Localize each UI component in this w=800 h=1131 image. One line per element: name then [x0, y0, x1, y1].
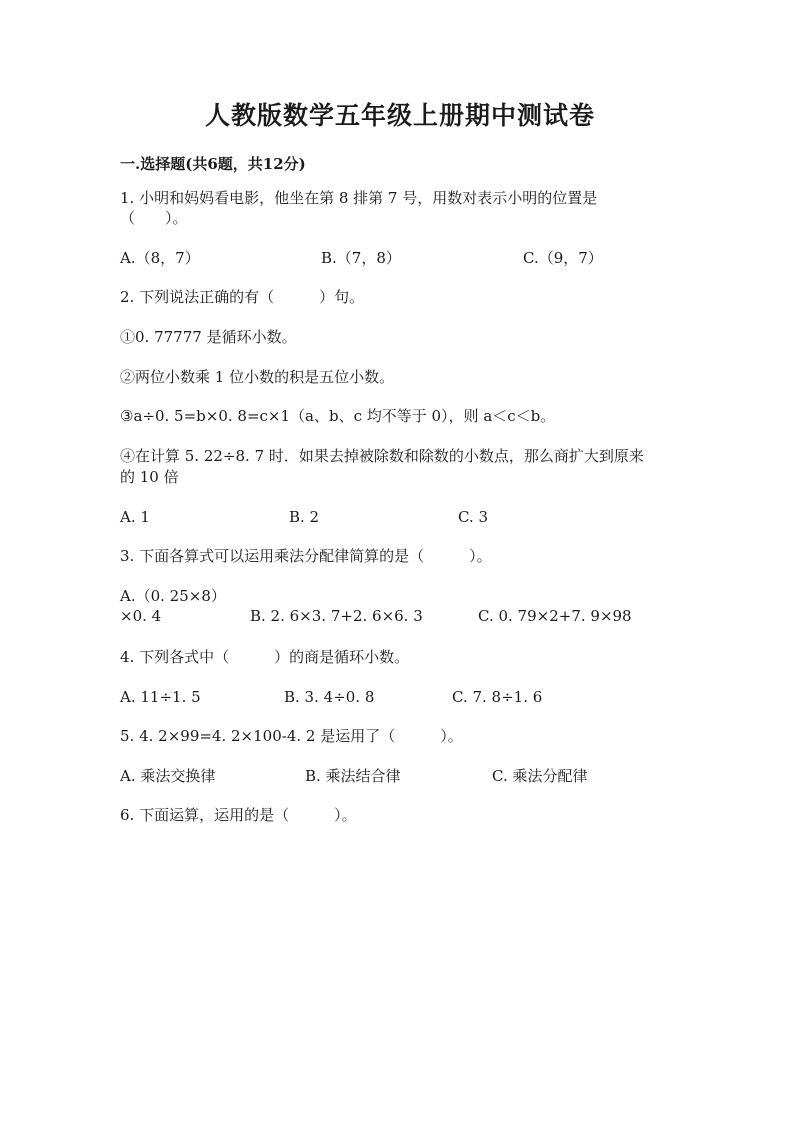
question-4-option-b: B. 3. 4÷0. 8 — [284, 688, 375, 706]
question-2-statement-3: ③a÷0. 5=b×0. 8=c×1（a、b、c 均不等于 0），则 a＜c＜b。 — [120, 407, 556, 425]
question-2-option-b: B. 2 — [289, 508, 320, 526]
question-1-stem-line1: 1. 小明和妈妈看电影，他坐在第 8 排第 7 号，用数对表示小明的位置是 — [120, 189, 598, 207]
question-5-stem: 5. 4. 2×99=4. 2×100-4. 2 是运用了（ ）。 — [120, 727, 463, 745]
question-2-option-a: A. 1 — [120, 508, 150, 526]
question-3-option-b: B. 2. 6×3. 7+2. 6×6. 3 — [250, 607, 423, 625]
question-5-option-a: A. 乘法交换律 — [120, 767, 216, 785]
question-6-stem: 6. 下面运算，运用的是（ ）。 — [120, 806, 357, 824]
question-2-option-c: C. 3 — [458, 508, 489, 526]
question-1-option-a: A.（8，7） — [120, 249, 200, 267]
question-4-stem: 4. 下列各式中（ ）的商是循环小数。 — [120, 648, 410, 666]
question-3-option-c: C. 0. 79×2+7. 9×98 — [478, 607, 632, 625]
question-2-stem: 2. 下列说法正确的有（ ）句。 — [120, 288, 365, 306]
question-4-option-c: C. 7. 8÷1. 6 — [452, 688, 543, 706]
question-4-option-a: A. 11÷1. 5 — [120, 688, 201, 706]
question-2-statement-4-line1: ④在计算 5. 22÷8. 7 时．如果去掉被除数和除数的小数点，那么商扩大到原来 — [120, 447, 644, 465]
question-3-option-a-line2: ×0. 4 — [120, 607, 162, 625]
question-2-statement-4-line2: 的 10 倍 — [120, 468, 179, 486]
question-1-option-c: C.（9，7） — [523, 249, 603, 267]
question-5-option-b: B. 乘法结合律 — [305, 767, 401, 785]
page-title: 人教版数学五年级上册期中测试卷 — [204, 101, 595, 130]
question-3-stem: 3. 下面各算式可以运用乘法分配律简算的是（ ）。 — [120, 547, 492, 565]
question-1-option-b: B.（7，8） — [321, 249, 401, 267]
question-2-statement-2: ②两位小数乘 1 位小数的积是五位小数。 — [120, 368, 395, 386]
question-2-statement-1: ①0. 77777 是循环小数。 — [120, 328, 297, 346]
question-5-option-c: C. 乘法分配律 — [492, 767, 588, 785]
question-3-option-a-line1: A.（0. 25×8） — [120, 587, 226, 605]
question-1-stem-line2: （ ）。 — [120, 209, 188, 227]
section-heading: 一.选择题(共6题，共12分) — [120, 155, 306, 173]
